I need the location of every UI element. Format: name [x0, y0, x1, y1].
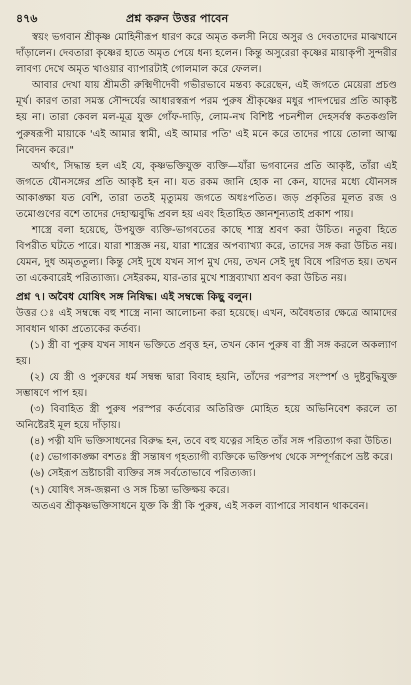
paragraph: স্বয়ং ভগবান শ্রীকৃষ্ণ মোহিনীরূপ ধারণ করে অমৃত কলসী নিয়ে অসুর ও দেবতাদের মাঝখানে দাঁড়ালেন। দেবতারা কৃষ্ণের হাতে অমৃত পেয়ে ধন্য হলেন। কিন্তু অসুরেরা কৃষ্ণের মায়াকৃপী সুন্দরীর লাবণ্য দেখে অমৃত খাওয়ার ব্যাপারটাই গোলমাল করে ফেলল। [16, 32, 397, 76]
page-body [16, 30, 397, 515]
answer-text: উত্তর ঃ এই সম্বন্ধে বহু শাস্ত্রে নানা আলোচনা করা হয়েছে। এখন, অবৈধতার ক্ষেত্রে আমাদের সাবধান থাকা প্রত্যেকের কর্তব্য। [16, 307, 397, 335]
list-item: (৬) সেইরূপ ভ্রষ্টাচারী ব্যক্তির সঙ্গ সর্বতোভাবে পরিত্যজ্য। [30, 468, 256, 480]
list-item: (২) যে স্ত্রী ও পুরুষের ধর্ম সম্বন্ধ দ্বারা বিবাহ হয়নি, তাঁদের পরস্পর সংস্পর্শ ও দুষ্টবুদ্ধিযুক্ত সম্ভাষণে পাপ হয়। [16, 371, 397, 399]
list-item: (৫) ভোগাকাঙ্ক্ষা বশতঃ স্ত্রী সন্তাষণ গৃহত্যাগী ব্যক্তিকে ভক্তিপথ থেকে সম্পূর্ণরূপে ভ্রষ্ট করে। [30, 452, 393, 464]
list-item: (১) স্ত্রী বা পুরুষ যখন সাধন ভক্তিতে প্রবৃত্ত হন, তখন কোন পুরুষ বা স্ত্রী সঙ্গ করলে অকল্যাণ হয়। [16, 339, 397, 367]
paragraph: শাস্ত্রে বলা হয়েছে, উপযুক্ত ব্যক্তি-ভাগবতের কাছে শাস্ত্র শ্রবণ করা উচিত। নতুবা হিতে বিপরীত ঘটতে পারে। যারা শাস্ত্রজ্ঞ নয়, যারা শাস্ত্রের অপব্যাখ্যা করে, তাদের সঙ্গ করা উচিত নয়। যেমন, দুধ অমৃততুল্য। কিন্তু সেই দুধে যখন সাপ মুখ দেয়, তখন সেই দুধ বিষে পরিণত হয়। তখন তা একেবারেই পরিত্যাজ্য। সেইরকম, যার-তার মুখে শাস্ত্রব্যাখ্যা শ্রবণ করা উচিত নয়। [16, 225, 397, 285]
paragraph: অর্থাৎ, সিদ্ধান্ত হল এই যে, কৃষ্ণভক্তিযুক্ত ব্যক্তি—যাঁরা ভগবানের প্রতি আকৃষ্ট, তাঁরা এই জগতে যৌনসঙ্গের প্রতি আকৃষ্ট হন না। যত রকম জানি হোক না কেন, যাদের মধ্যে যৌনসঙ্গ আকাঙ্ক্ষা যত বেশি, তারা ততই মৃত্যুময় জগতে অধঃপতিত। জড় প্রকৃতির মূলত রজ ও তমোগুণের বশে তাদের দেহাত্মবুদ্ধি প্রবল হয় এবং হিতাহিত জ্ঞানশূন্যতাই প্রকাশ পায়। [16, 160, 397, 221]
running-title: প্রশ্ন করুন উত্তর পাবেন [126, 12, 229, 25]
list-item: (৩) বিবাহিত স্ত্রী পুরুষ পরস্পর কর্তব্যের অতিরিক্ত মোহিত হয়ে অভিনিবেশ করলে তা অনিষ্টেরই মূল হয়ে দাঁড়ায়। [16, 404, 397, 432]
paragraph: আবার দেখা যায় শ্রীমতী রুক্মিণীদেবী গভীরভাবে মন্তব্য করেছেন, এই জগতে মেয়েরা প্রচণ্ড মূর্খ। কারণ তারা সমস্ত সৌন্দর্যের আধারস্বরূপ পরম পুরুষ শ্রীকৃষ্ণের মধুর পাদপদ্মের প্রতি আকৃষ্ট হয় না। তারা কেবল মল-মূত্র যুক্ত গোঁফ-দাড়ি, লোম-নখ বিশিষ্ট পচনশীল দেহসর্বস্ব কতকগুলি পুরুষরূপী মায়াকে 'এই আমার স্বামী, এই আমার পতি' এই মনে করে তাদের পায়ে তোলা আত্ম নিবেদন করে।" [16, 80, 397, 156]
list-item: (৪) পত্নী যদি ভক্তিসাধনের বিরুদ্ধ হন, তবে বহু যত্নের সহিত তাঁর সঙ্গ পরিত্যাগ করা উচিত। [30, 436, 393, 448]
closing-paragraph: অতএব শ্রীকৃষ্ণভক্তিসাধনে যুক্ত কি স্ত্রী কি পুরুষ, এই সকল ব্যাপারে সাবধান থাকবেন। [32, 500, 369, 512]
list-item: (৭) যোষিৎ সঙ্গ-জল্পনা ও সঙ্গ চিন্তা ভক্তিক্ষয় করে। [30, 484, 230, 496]
page-header [16, 10, 397, 30]
page-number: ৪৭৬ [16, 12, 38, 25]
question-heading: প্রশ্ন ৭। অবৈধ যোষিৎ সঙ্গ নিষিদ্ধ। এই সম্বন্ধে কিছু বলুন। [16, 290, 252, 303]
